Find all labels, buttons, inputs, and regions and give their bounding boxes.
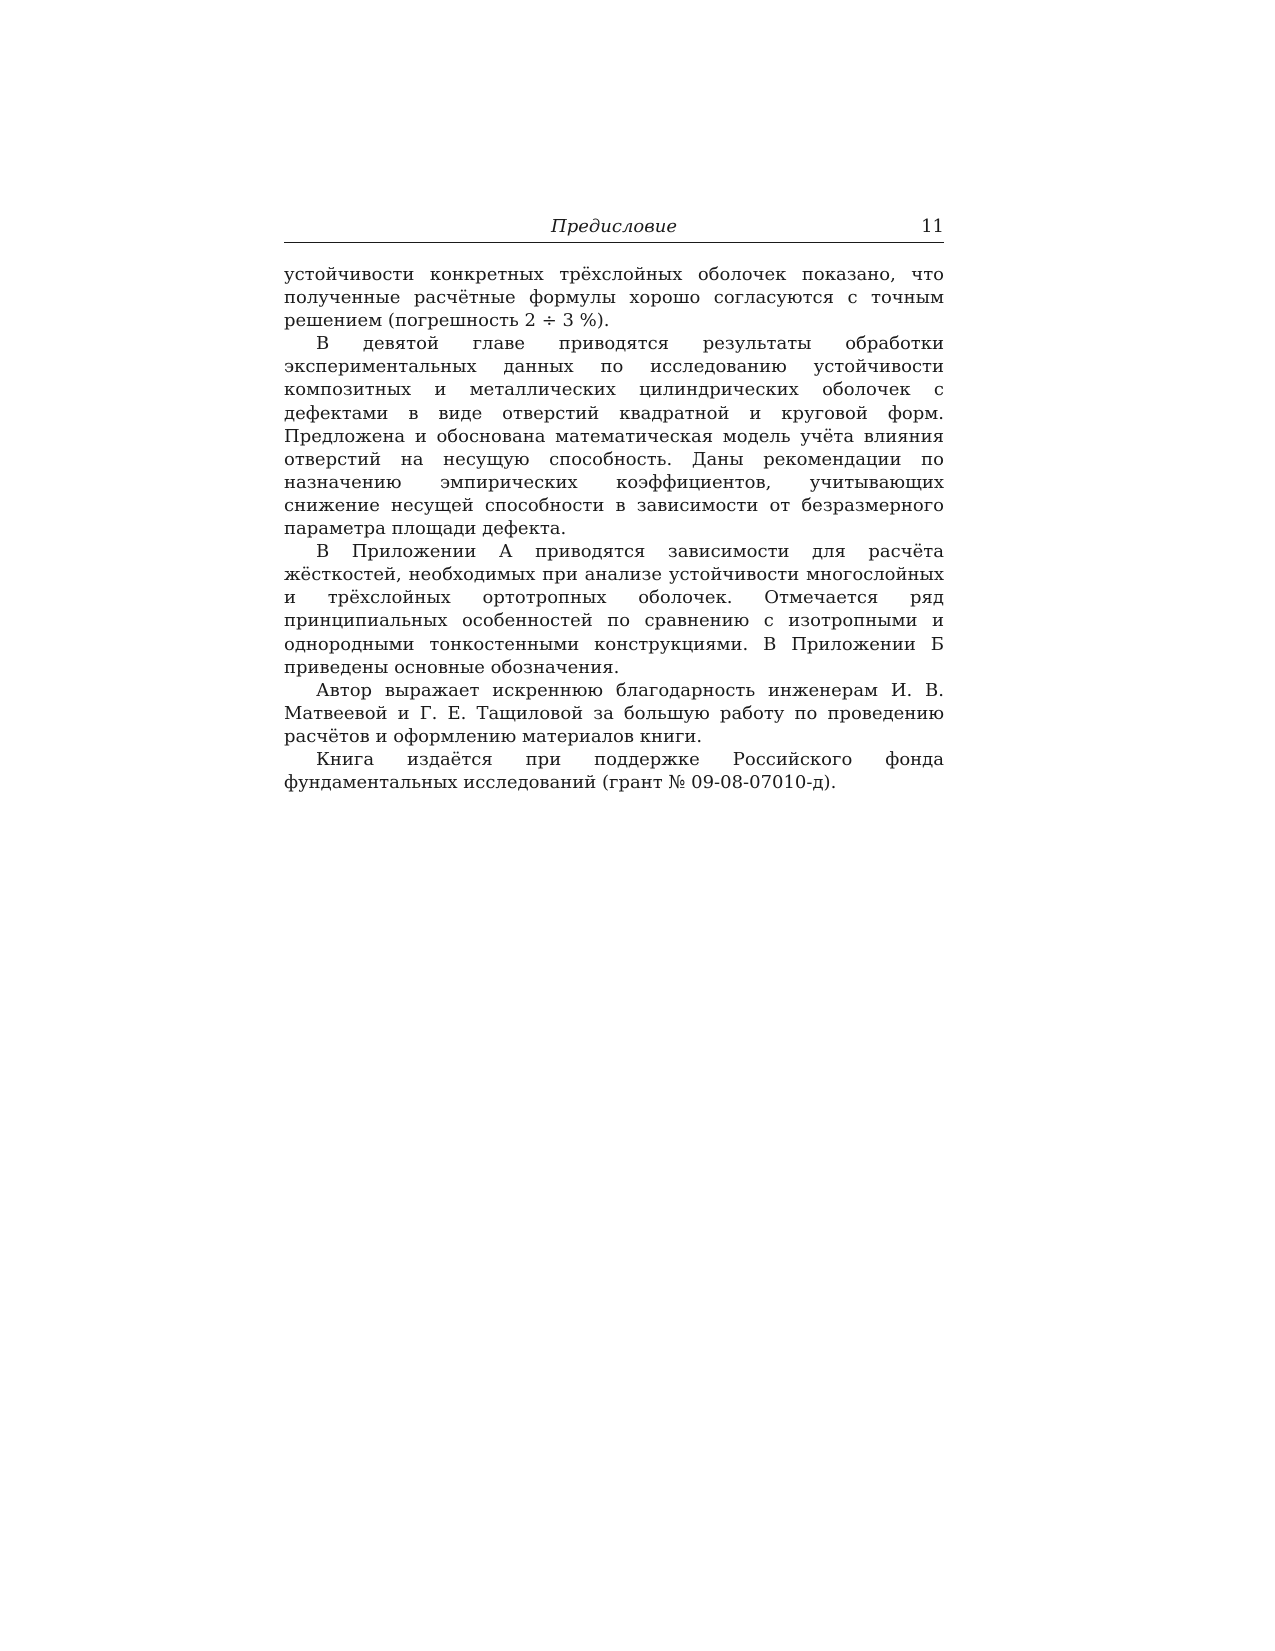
page-number: 11 <box>921 216 944 237</box>
paragraph-continuation: устойчивости конкретных трёхслойных оболочек показано, что полученные расчётные формулы хорошо согласуются с точным решением (погрешность 2 ÷ 3 %). <box>284 264 944 332</box>
body-text <box>284 263 944 794</box>
paragraph-chapter-nine: В девятой главе приводятся результаты обработки экспериментальных данных по исследованию устойчивости композитных и металлических цилиндрических оболочек с дефектами в виде отверстий квадратной и круговой форм. Предложена и обоснована математическая модель учёта влияния отверстий на несущую способность. Даны рекомендации по назначению эмпирических коэффициентов, учитывающих снижение несущей способности в зависимости от безразмерного параметра площади дефекта. <box>284 333 944 540</box>
running-head <box>284 213 944 243</box>
running-head-title: Предисловие <box>551 216 677 237</box>
paragraph-grant: Книга издаётся при поддержке Российского фонда фундаментальных исследований (грант № 09-08-07010-д). <box>284 748 944 794</box>
paragraph-appendix: В Приложении А приводятся зависимости для расчёта жёсткостей, необходимых при анализе устойчивости многослойных и трёхслойных ортотропных оболочек. Отмечается ряд принципиальных особенностей по сравнению с изотропными и однородными тонкостенными конструкциями. В Приложении Б приведены основные обозначения. <box>284 541 944 678</box>
paragraph-acknowledgements: Автор выражает искреннюю благодарность инженерам И. В. Матвеевой и Г. Е. Тащиловой за большую работу по проведению расчётов и оформлению материалов книги. <box>284 679 944 747</box>
book-page <box>284 213 944 794</box>
